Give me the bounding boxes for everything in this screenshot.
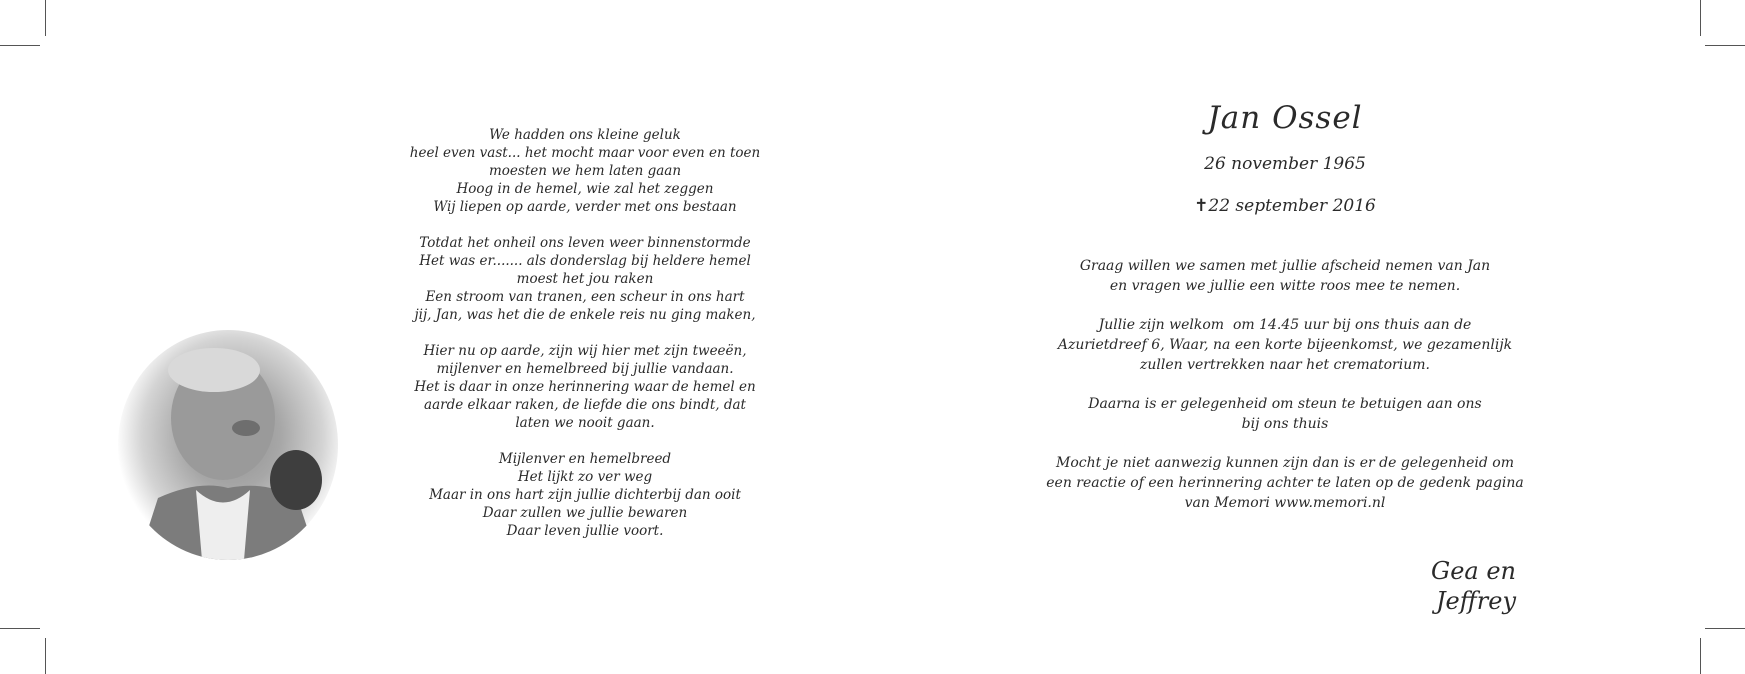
message-paragraph (1035, 315, 1535, 375)
crop-mark (0, 45, 40, 46)
poem-line: laten we nooit gaan. (515, 415, 655, 431)
message-line: Graag willen we samen met jullie afscheid nemen van Jan (1079, 258, 1491, 274)
crop-mark (0, 628, 40, 629)
message-paragraph (1035, 453, 1535, 513)
poem-line: Het lijkt zo ver weg (517, 469, 653, 485)
poem-line: Hoog in de hemel, wie zal het zeggen (456, 181, 714, 197)
poem-stanza (380, 450, 790, 540)
poem-line: mijlenver en hemelbreed bij jullie vandaan. (436, 361, 734, 377)
poem-stanza (380, 126, 790, 216)
message-line: en vragen we jullie een witte roos mee te nemen. (1109, 278, 1461, 294)
poem-line: moesten we hem laten gaan (488, 163, 682, 179)
crop-mark (1700, 638, 1701, 674)
death-date-line (1035, 194, 1535, 218)
deceased-name: Jan Ossel (1207, 100, 1363, 136)
portrait-figure (118, 330, 338, 560)
message-line: bij ons thuis (1241, 416, 1329, 432)
signature: Gea en Jeffrey (1431, 557, 1516, 615)
message-line: Jullie zijn welkom om 14.45 uur bij ons thuis aan de (1098, 317, 1472, 333)
cross-icon: ✝ (1194, 196, 1209, 216)
poem-line: aarde elkaar raken, de liefde die ons bindt, dat (424, 397, 746, 413)
crop-mark (1705, 628, 1745, 629)
crop-mark (45, 638, 46, 674)
poem-line: Mijlenver en hemelbreed (498, 451, 672, 467)
message-paragraph (1035, 394, 1535, 434)
poem-line: heel even vast... het mocht maar voor even en toen (409, 145, 761, 161)
poem-line: Maar in ons hart zijn jullie dichterbij dan ooit (429, 487, 741, 503)
poem-line: We hadden ons kleine geluk (489, 127, 681, 143)
poem-line: Hier nu op aarde, zijn wij hier met zijn tweeën, (423, 343, 747, 359)
message-line: zullen vertrekken naar het crematorium. (1140, 357, 1430, 373)
message-line: Azurietdreef 6, Waar, na een korte bijeenkomst, we gezamenlijk (1057, 337, 1513, 353)
death-date: 22 september 2016 (1208, 196, 1376, 216)
poem-line: Totdat het onheil ons leven weer binnenstormde (419, 235, 751, 251)
poem-line: Het was er....... als donderslag bij heldere hemel (419, 253, 751, 269)
message-paragraph (1035, 256, 1535, 296)
poem-line: Een stroom van tranen, een scheur in ons hart (425, 289, 745, 305)
portrait-photo (118, 330, 338, 560)
poem-line: Daar leven jullie voort. (506, 523, 664, 539)
message-line: een reactie of een herinnering achter te laten op de gedenk pagina (1046, 475, 1524, 491)
poem-line: jij, Jan, was het die de enkele reis nu ging maken, (414, 307, 756, 323)
poem-line: Het is daar in onze herinnering waar de hemel en (414, 379, 756, 395)
birth-date: 26 november 1965 (1204, 154, 1366, 174)
poem (380, 126, 790, 540)
message-line: Daarna is er gelegenheid om steun te betuigen aan ons (1088, 396, 1482, 412)
poem-stanza (380, 234, 790, 324)
crop-mark (1705, 45, 1745, 46)
poem-line: Daar zullen we jullie bewaren (482, 505, 688, 521)
invitation-message (1035, 256, 1535, 513)
crop-mark (1700, 0, 1701, 36)
poem-line: moest het jou raken (516, 271, 654, 287)
message-line: van Memori www.memori.nl (1184, 495, 1386, 511)
announcement (1035, 98, 1535, 513)
poem-stanza (380, 342, 790, 432)
poem-line: Wij liepen op aarde, verder met ons bestaan (433, 199, 737, 215)
message-line: Mocht je niet aanwezig kunnen zijn dan is er de gelegenheid om (1055, 455, 1514, 471)
crop-mark (45, 0, 46, 36)
